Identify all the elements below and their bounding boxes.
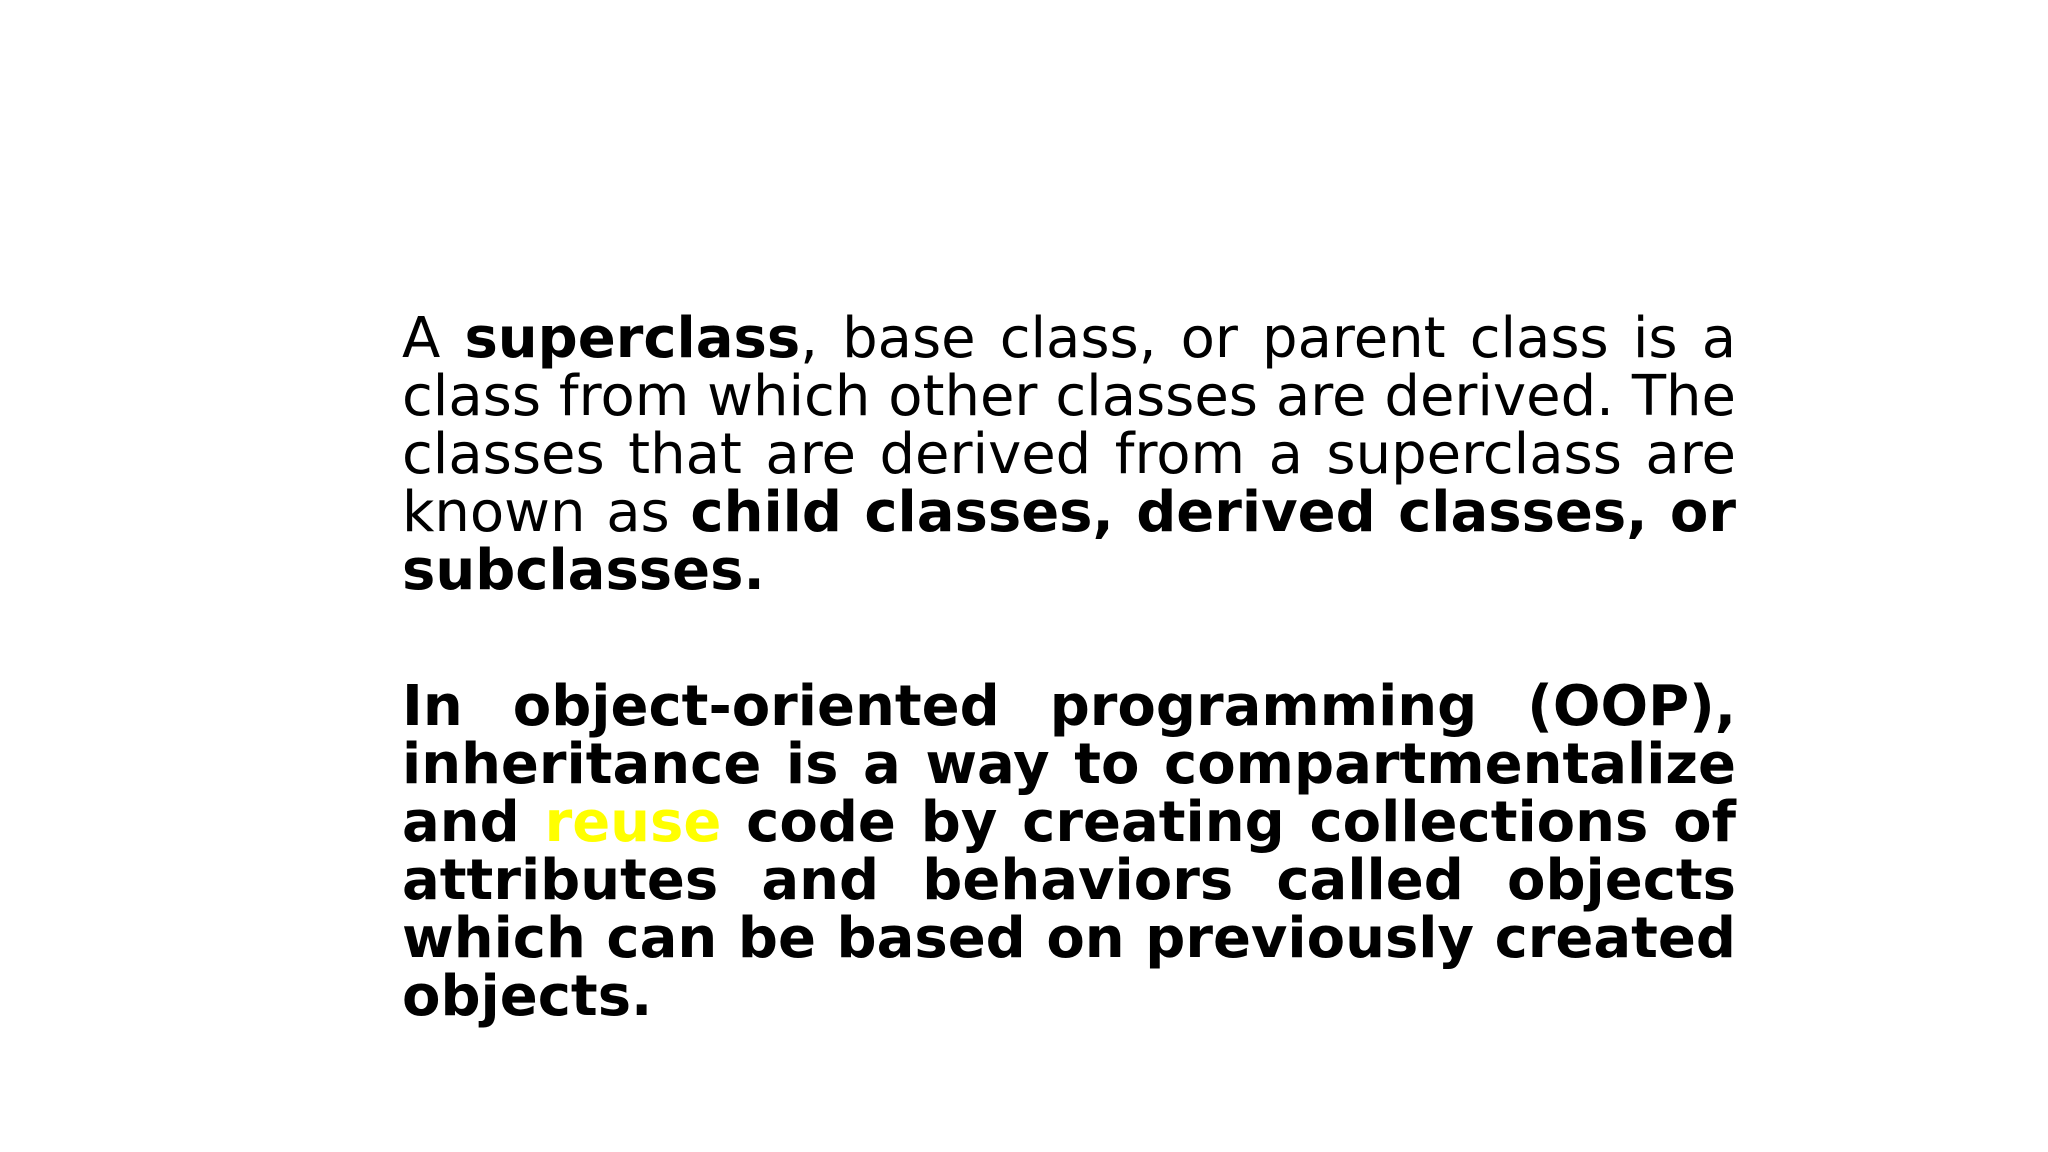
para1-intro-text: A <box>402 306 465 371</box>
superclass-definition-paragraph <box>402 306 1737 603</box>
para2-intro-text: In object-oriented programming (OOP), inheritance is a way to compartmentalize and <box>402 674 1736 855</box>
para1-body-text: , base class, or parent class is a class from which other classes are derived. The classes that are derived from a superclass are known as <box>402 306 1737 545</box>
reuse-highlight-word: reuse <box>544 790 722 855</box>
superclass-term: superclass <box>464 306 801 371</box>
para2-body-text: code by creating collections of attributes and behaviors called objects which can be based on previously created objects. <box>402 790 1736 1029</box>
subclass-terms: child classes, derived classes, or subclasses. <box>402 480 1736 603</box>
inheritance-definition-paragraph <box>402 674 1736 1029</box>
